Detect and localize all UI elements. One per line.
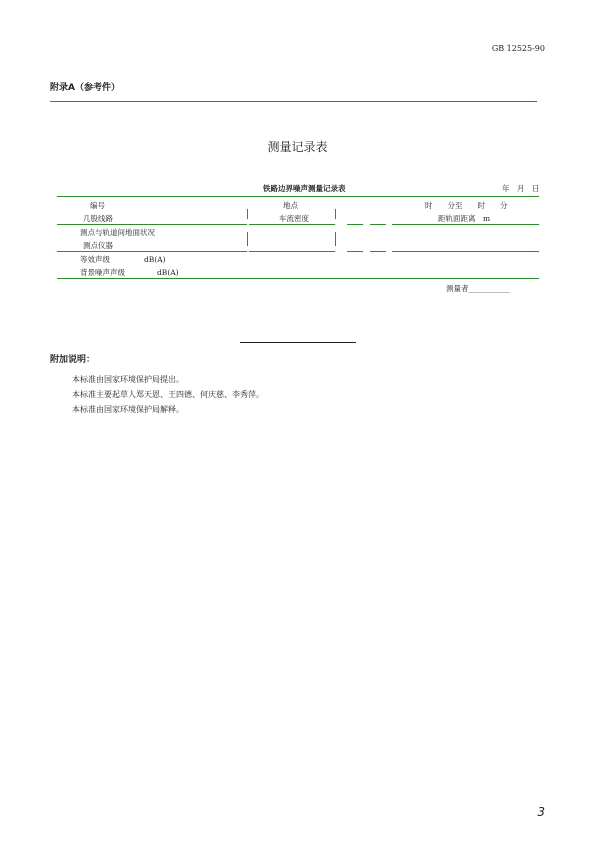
- row-rule-2b: [249, 251, 335, 252]
- form-top-rule: [57, 196, 539, 197]
- instrument-label: 测点仪器: [83, 241, 113, 250]
- surveyor-label: 测量者___________: [446, 284, 510, 293]
- distance-label: 距轨面距离 m: [438, 214, 491, 223]
- row-rule-1c: [347, 224, 363, 225]
- col-tick-3: [247, 232, 248, 246]
- tracks-label: 几股线路: [83, 214, 113, 223]
- end-rule: [240, 342, 356, 343]
- ground-condition-label: 测点与轨道间地面状况: [80, 228, 155, 237]
- form-date: 年 月 日: [502, 184, 540, 193]
- traffic-density-label: 车流密度: [279, 214, 309, 223]
- col-tick-4: [335, 232, 336, 246]
- row-rule-2c: [347, 251, 363, 252]
- background-label: 背景噪声声级: [80, 268, 125, 277]
- form-bottom-rule: [57, 278, 539, 279]
- page-number: 3: [537, 805, 545, 819]
- note-line: 本标准主要起草人郑天恩、王四德、何庆慈、李秀萍。: [72, 390, 264, 399]
- appendix-title: 附录A（参考件）: [50, 83, 120, 93]
- row-rule-2d: [370, 251, 386, 252]
- col-tick-2: [335, 209, 336, 219]
- header-rule: [50, 101, 537, 102]
- row-rule-1e: [392, 224, 539, 225]
- row-rule-1b: [249, 224, 335, 225]
- serial-label: 编号: [90, 201, 105, 210]
- location-label: 地点: [283, 201, 298, 210]
- time-label: 时 分至 时 分: [425, 201, 508, 210]
- row-rule-2a: [57, 251, 247, 252]
- note-line: 本标准由国家环境保护局解释。: [72, 405, 184, 414]
- notes-heading: 附加说明：: [50, 355, 96, 365]
- note-line: 本标准由国家环境保护局提出。: [72, 375, 184, 384]
- row-rule-1a: [57, 224, 247, 225]
- col-tick-1: [247, 209, 248, 219]
- background-unit: dB(A): [157, 268, 179, 277]
- leq-unit: dB(A): [144, 255, 166, 264]
- leq-label: 等效声级: [80, 255, 110, 264]
- row-rule-2e: [392, 251, 539, 252]
- page-title: 测量记录表: [267, 140, 328, 154]
- row-rule-1d: [370, 224, 386, 225]
- form-title: 铁路边界噪声测量记录表: [263, 184, 346, 193]
- standard-code: GB 12525-90: [491, 44, 545, 53]
